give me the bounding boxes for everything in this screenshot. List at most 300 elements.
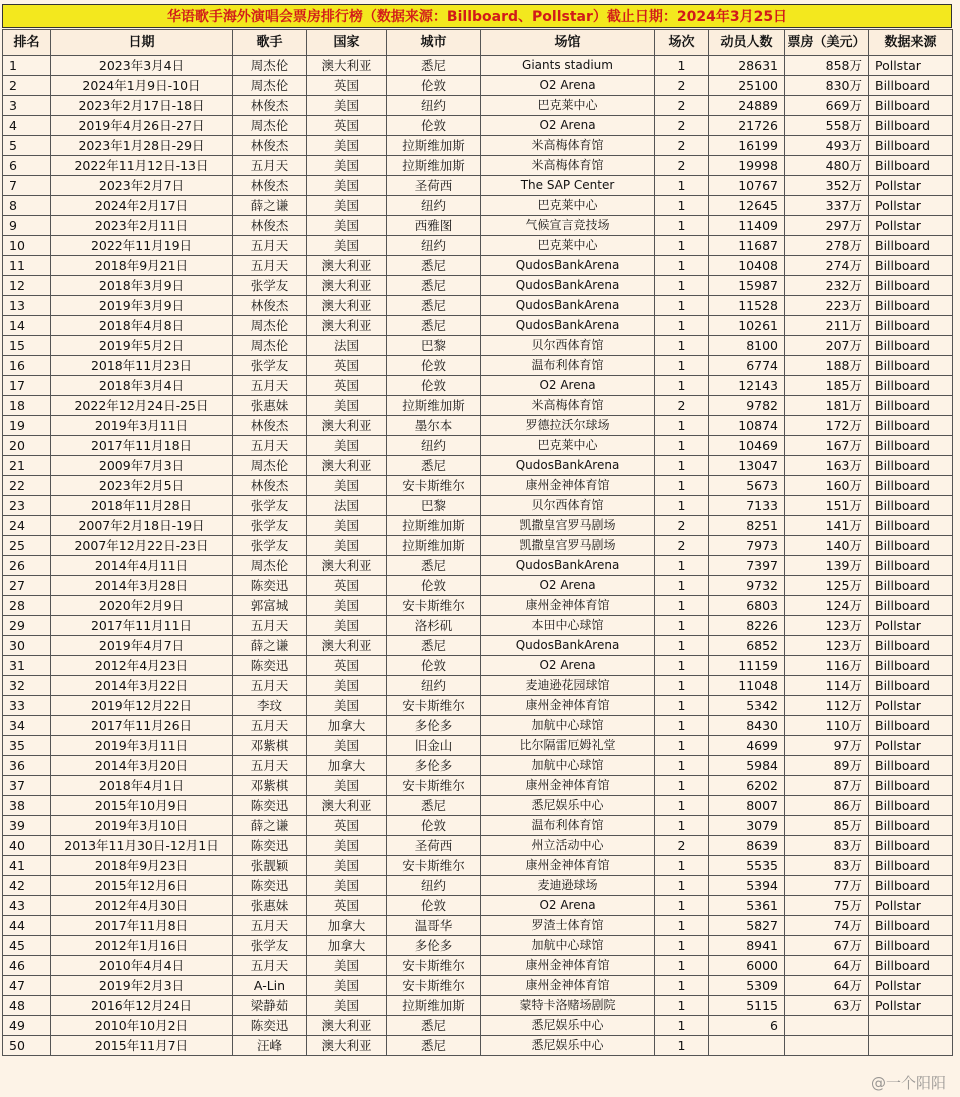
attendance-cell: 11409 [709, 216, 785, 236]
country-cell: 加拿大 [307, 716, 387, 736]
table-title: 华语歌手海外演唱会票房排行榜（数据来源：Billboard、Pollstar）截止日期：2024年3月25日 [2, 4, 952, 28]
rank-cell: 24 [3, 516, 51, 536]
venue-cell: 温布利体育馆 [481, 356, 655, 376]
attendance-cell: 13047 [709, 456, 785, 476]
gross-cell: 188万 [785, 356, 869, 376]
shows-cell: 1 [655, 436, 709, 456]
table-row [3, 916, 953, 936]
table-row [3, 276, 953, 296]
singer-cell: 周杰伦 [233, 336, 307, 356]
attendance-cell: 24889 [709, 96, 785, 116]
city-cell: 悉尼 [387, 636, 481, 656]
venue-cell: 麦迪逊花园球馆 [481, 676, 655, 696]
country-cell: 英国 [307, 76, 387, 96]
table-row [3, 976, 953, 996]
venue-cell: 米高梅体育馆 [481, 136, 655, 156]
table-row [3, 516, 953, 536]
source-cell: Billboard [869, 656, 953, 676]
singer-cell: 陈奕迅 [233, 836, 307, 856]
gross-cell: 85万 [785, 816, 869, 836]
city-cell: 墨尔本 [387, 416, 481, 436]
source-cell: Billboard [869, 376, 953, 396]
attendance-cell: 10767 [709, 176, 785, 196]
country-cell: 澳大利亚 [307, 796, 387, 816]
singer-cell: 五月天 [233, 236, 307, 256]
venue-cell: 巴克莱中心 [481, 96, 655, 116]
singer-cell: 周杰伦 [233, 76, 307, 96]
source-cell: Billboard [869, 416, 953, 436]
attendance-cell: 6 [709, 1016, 785, 1036]
attendance-cell: 12143 [709, 376, 785, 396]
header-gross: 票房（美元） [785, 30, 869, 56]
venue-cell: O2 Arena [481, 116, 655, 136]
gross-cell: 493万 [785, 136, 869, 156]
rank-cell: 26 [3, 556, 51, 576]
attendance-cell: 16199 [709, 136, 785, 156]
city-cell: 巴黎 [387, 336, 481, 356]
shows-cell: 1 [655, 996, 709, 1016]
singer-cell: 五月天 [233, 916, 307, 936]
date-cell: 2024年1月9日-10日 [51, 76, 233, 96]
date-cell: 2019年12月22日 [51, 696, 233, 716]
source-cell: Billboard [869, 316, 953, 336]
source-cell: Billboard [869, 116, 953, 136]
shows-cell: 2 [655, 156, 709, 176]
city-cell: 安卡斯维尔 [387, 856, 481, 876]
city-cell: 悉尼 [387, 296, 481, 316]
attendance-cell: 5394 [709, 876, 785, 896]
date-cell: 2023年2月7日 [51, 176, 233, 196]
table-row [3, 556, 953, 576]
gross-cell: 297万 [785, 216, 869, 236]
city-cell: 悉尼 [387, 276, 481, 296]
attendance-cell: 11159 [709, 656, 785, 676]
source-cell: Billboard [869, 296, 953, 316]
singer-cell: 五月天 [233, 376, 307, 396]
country-cell: 加拿大 [307, 756, 387, 776]
rank-cell: 1 [3, 56, 51, 76]
country-cell: 美国 [307, 696, 387, 716]
city-cell: 洛杉矶 [387, 616, 481, 636]
gross-cell: 232万 [785, 276, 869, 296]
date-cell: 2013年11月30日-12月1日 [51, 836, 233, 856]
rank-cell: 12 [3, 276, 51, 296]
date-cell: 2023年3月4日 [51, 56, 233, 76]
country-cell: 法国 [307, 496, 387, 516]
table-row [3, 616, 953, 636]
date-cell: 2016年12月24日 [51, 996, 233, 1016]
shows-cell: 1 [655, 276, 709, 296]
gross-cell: 123万 [785, 616, 869, 636]
venue-cell: 米高梅体育馆 [481, 396, 655, 416]
gross-cell: 123万 [785, 636, 869, 656]
date-cell: 2023年2月5日 [51, 476, 233, 496]
city-cell: 安卡斯维尔 [387, 776, 481, 796]
source-cell: Pollstar [869, 616, 953, 636]
shows-cell: 1 [655, 676, 709, 696]
venue-cell: 贝尔西体育馆 [481, 336, 655, 356]
rank-cell: 28 [3, 596, 51, 616]
singer-cell: 邓紫棋 [233, 736, 307, 756]
gross-cell: 112万 [785, 696, 869, 716]
shows-cell: 1 [655, 556, 709, 576]
rank-cell: 49 [3, 1016, 51, 1036]
rank-cell: 40 [3, 836, 51, 856]
table-row [3, 956, 953, 976]
attendance-cell: 7397 [709, 556, 785, 576]
source-cell: Billboard [869, 556, 953, 576]
table-row [3, 816, 953, 836]
attendance-cell: 5115 [709, 996, 785, 1016]
rank-cell: 44 [3, 916, 51, 936]
date-cell: 2019年4月7日 [51, 636, 233, 656]
city-cell: 伦敦 [387, 116, 481, 136]
gross-cell: 114万 [785, 676, 869, 696]
shows-cell: 1 [655, 196, 709, 216]
source-cell: Billboard [869, 676, 953, 696]
date-cell: 2014年3月28日 [51, 576, 233, 596]
rank-cell: 34 [3, 716, 51, 736]
source-cell: Billboard [869, 496, 953, 516]
city-cell: 拉斯维加斯 [387, 536, 481, 556]
shows-cell: 1 [655, 896, 709, 916]
date-cell: 2023年2月17日-18日 [51, 96, 233, 116]
singer-cell: 郭富城 [233, 596, 307, 616]
shows-cell: 1 [655, 176, 709, 196]
city-cell: 纽约 [387, 236, 481, 256]
source-cell: Billboard [869, 456, 953, 476]
date-cell: 2014年3月20日 [51, 756, 233, 776]
country-cell: 澳大利亚 [307, 1016, 387, 1036]
city-cell: 多伦多 [387, 936, 481, 956]
shows-cell: 1 [655, 336, 709, 356]
gross-cell: 87万 [785, 776, 869, 796]
country-cell: 英国 [307, 116, 387, 136]
ranking-table [2, 29, 953, 1056]
rank-cell: 3 [3, 96, 51, 116]
singer-cell: 张学友 [233, 356, 307, 376]
venue-cell: QudosBankArena [481, 276, 655, 296]
city-cell: 悉尼 [387, 316, 481, 336]
rank-cell: 38 [3, 796, 51, 816]
shows-cell: 1 [655, 816, 709, 836]
table-row [3, 136, 953, 156]
singer-cell: 林俊杰 [233, 216, 307, 236]
venue-cell: Giants stadium [481, 56, 655, 76]
attendance-cell: 6852 [709, 636, 785, 656]
venue-cell: 巴克莱中心 [481, 236, 655, 256]
date-cell: 2023年1月28日-29日 [51, 136, 233, 156]
table-row [3, 656, 953, 676]
table-row [3, 496, 953, 516]
rank-cell: 27 [3, 576, 51, 596]
country-cell: 美国 [307, 176, 387, 196]
gross-cell: 211万 [785, 316, 869, 336]
city-cell: 纽约 [387, 676, 481, 696]
attendance-cell: 5535 [709, 856, 785, 876]
singer-cell: 五月天 [233, 756, 307, 776]
rank-cell: 33 [3, 696, 51, 716]
country-cell: 美国 [307, 956, 387, 976]
gross-cell: 110万 [785, 716, 869, 736]
city-cell: 纽约 [387, 196, 481, 216]
attendance-cell: 10469 [709, 436, 785, 456]
table-row [3, 176, 953, 196]
header-row [3, 30, 953, 56]
venue-cell: 比尔隔雷厄姆礼堂 [481, 736, 655, 756]
venue-cell: 加航中心球馆 [481, 936, 655, 956]
table-row [3, 756, 953, 776]
source-cell: Billboard [869, 716, 953, 736]
singer-cell: 张学友 [233, 276, 307, 296]
country-cell: 加拿大 [307, 936, 387, 956]
city-cell: 安卡斯维尔 [387, 976, 481, 996]
source-cell: Pollstar [869, 736, 953, 756]
venue-cell: The SAP Center [481, 176, 655, 196]
gross-cell: 223万 [785, 296, 869, 316]
venue-cell: 悉尼娱乐中心 [481, 796, 655, 816]
rank-cell: 41 [3, 856, 51, 876]
shows-cell: 2 [655, 96, 709, 116]
table-row [3, 196, 953, 216]
watermark: @一个阳阳 [870, 1074, 946, 1092]
date-cell: 2007年12月22日-23日 [51, 536, 233, 556]
city-cell: 西雅图 [387, 216, 481, 236]
country-cell: 澳大利亚 [307, 556, 387, 576]
city-cell: 巴黎 [387, 496, 481, 516]
source-cell: Billboard [869, 956, 953, 976]
table-row [3, 396, 953, 416]
rank-cell: 2 [3, 76, 51, 96]
city-cell: 伦敦 [387, 896, 481, 916]
singer-cell: 张靓颖 [233, 856, 307, 876]
header-source: 数据来源 [869, 30, 953, 56]
city-cell: 安卡斯维尔 [387, 476, 481, 496]
rank-cell: 7 [3, 176, 51, 196]
table-row [3, 456, 953, 476]
shows-cell: 1 [655, 736, 709, 756]
city-cell: 纽约 [387, 876, 481, 896]
country-cell: 澳大利亚 [307, 256, 387, 276]
rank-cell: 43 [3, 896, 51, 916]
singer-cell: 薛之谦 [233, 816, 307, 836]
attendance-cell: 11528 [709, 296, 785, 316]
date-cell: 2022年11月19日 [51, 236, 233, 256]
table-row [3, 56, 953, 76]
attendance-cell: 11687 [709, 236, 785, 256]
city-cell: 旧金山 [387, 736, 481, 756]
shows-cell: 2 [655, 136, 709, 156]
singer-cell: 五月天 [233, 716, 307, 736]
gross-cell: 207万 [785, 336, 869, 356]
country-cell: 澳大利亚 [307, 276, 387, 296]
attendance-cell: 9782 [709, 396, 785, 416]
attendance-cell: 6803 [709, 596, 785, 616]
attendance-cell: 8007 [709, 796, 785, 816]
city-cell: 安卡斯维尔 [387, 696, 481, 716]
shows-cell: 1 [655, 456, 709, 476]
rank-cell: 17 [3, 376, 51, 396]
gross-cell: 181万 [785, 396, 869, 416]
attendance-cell: 10261 [709, 316, 785, 336]
attendance-cell: 8251 [709, 516, 785, 536]
attendance-cell: 8430 [709, 716, 785, 736]
country-cell: 英国 [307, 376, 387, 396]
source-cell: Billboard [869, 276, 953, 296]
city-cell: 悉尼 [387, 256, 481, 276]
singer-cell: 林俊杰 [233, 296, 307, 316]
rank-cell: 5 [3, 136, 51, 156]
source-cell: Billboard [869, 796, 953, 816]
header-date: 日期 [51, 30, 233, 56]
attendance-cell: 9732 [709, 576, 785, 596]
source-cell [869, 1016, 953, 1036]
table-row [3, 216, 953, 236]
source-cell: Billboard [869, 156, 953, 176]
header-venue: 场馆 [481, 30, 655, 56]
country-cell: 美国 [307, 196, 387, 216]
rank-cell: 31 [3, 656, 51, 676]
table-row [3, 1016, 953, 1036]
table-row [3, 156, 953, 176]
shows-cell: 2 [655, 536, 709, 556]
country-cell: 美国 [307, 476, 387, 496]
gross-cell: 125万 [785, 576, 869, 596]
singer-cell: 陈奕迅 [233, 576, 307, 596]
singer-cell: A-Lin [233, 976, 307, 996]
table-row [3, 716, 953, 736]
city-cell: 悉尼 [387, 1036, 481, 1056]
table-row [3, 356, 953, 376]
gross-cell [785, 1016, 869, 1036]
table-row [3, 336, 953, 356]
rank-cell: 15 [3, 336, 51, 356]
source-cell: Pollstar [869, 56, 953, 76]
source-cell: Billboard [869, 476, 953, 496]
rank-cell: 11 [3, 256, 51, 276]
singer-cell: 五月天 [233, 956, 307, 976]
venue-cell: 温布利体育馆 [481, 816, 655, 836]
country-cell: 加拿大 [307, 916, 387, 936]
gross-cell: 67万 [785, 936, 869, 956]
city-cell: 拉斯维加斯 [387, 136, 481, 156]
date-cell: 2018年3月9日 [51, 276, 233, 296]
country-cell: 美国 [307, 876, 387, 896]
venue-cell: 悉尼娱乐中心 [481, 1036, 655, 1056]
shows-cell: 1 [655, 356, 709, 376]
venue-cell: 康州金神体育馆 [481, 476, 655, 496]
gross-cell: 139万 [785, 556, 869, 576]
date-cell: 2015年10月9日 [51, 796, 233, 816]
city-cell: 悉尼 [387, 456, 481, 476]
table-row [3, 936, 953, 956]
country-cell: 澳大利亚 [307, 456, 387, 476]
source-cell: Billboard [869, 436, 953, 456]
singer-cell: 张学友 [233, 536, 307, 556]
shows-cell: 1 [655, 1016, 709, 1036]
singer-cell: 五月天 [233, 436, 307, 456]
country-cell: 澳大利亚 [307, 56, 387, 76]
gross-cell: 141万 [785, 516, 869, 536]
date-cell: 2018年3月4日 [51, 376, 233, 396]
shows-cell: 2 [655, 76, 709, 96]
singer-cell: 周杰伦 [233, 56, 307, 76]
shows-cell: 1 [655, 296, 709, 316]
city-cell: 圣荷西 [387, 176, 481, 196]
source-cell: Billboard [869, 876, 953, 896]
gross-cell: 74万 [785, 916, 869, 936]
source-cell: Billboard [869, 836, 953, 856]
source-cell: Pollstar [869, 196, 953, 216]
table-row [3, 536, 953, 556]
city-cell: 伦敦 [387, 656, 481, 676]
venue-cell: O2 Arena [481, 376, 655, 396]
singer-cell: 周杰伦 [233, 316, 307, 336]
venue-cell: 米高梅体育馆 [481, 156, 655, 176]
singer-cell: 陈奕迅 [233, 876, 307, 896]
attendance-cell: 3079 [709, 816, 785, 836]
venue-cell: 贝尔西体育馆 [481, 496, 655, 516]
rank-cell: 14 [3, 316, 51, 336]
rank-cell: 39 [3, 816, 51, 836]
singer-cell: 邓紫棋 [233, 776, 307, 796]
date-cell: 2022年12月24日-25日 [51, 396, 233, 416]
city-cell: 伦敦 [387, 576, 481, 596]
date-cell: 2012年4月30日 [51, 896, 233, 916]
shows-cell: 1 [655, 316, 709, 336]
shows-cell: 2 [655, 116, 709, 136]
date-cell: 2017年11月11日 [51, 616, 233, 636]
city-cell: 伦敦 [387, 76, 481, 96]
venue-cell: 气候宣言竞技场 [481, 216, 655, 236]
date-cell: 2020年2月9日 [51, 596, 233, 616]
city-cell: 悉尼 [387, 556, 481, 576]
gross-cell: 124万 [785, 596, 869, 616]
gross-cell: 167万 [785, 436, 869, 456]
table-row [3, 736, 953, 756]
city-cell: 拉斯维加斯 [387, 996, 481, 1016]
source-cell: Billboard [869, 756, 953, 776]
date-cell: 2018年9月21日 [51, 256, 233, 276]
country-cell: 美国 [307, 676, 387, 696]
country-cell: 美国 [307, 136, 387, 156]
source-cell: Pollstar [869, 896, 953, 916]
table-body [3, 56, 953, 1056]
venue-cell: 康州金神体育馆 [481, 956, 655, 976]
source-cell: Billboard [869, 936, 953, 956]
attendance-cell: 5309 [709, 976, 785, 996]
venue-cell: QudosBankArena [481, 456, 655, 476]
attendance-cell: 15987 [709, 276, 785, 296]
country-cell: 美国 [307, 856, 387, 876]
singer-cell: 张学友 [233, 516, 307, 536]
gross-cell: 64万 [785, 956, 869, 976]
country-cell: 英国 [307, 576, 387, 596]
rank-cell: 21 [3, 456, 51, 476]
rank-cell: 10 [3, 236, 51, 256]
venue-cell: 加航中心球馆 [481, 716, 655, 736]
date-cell: 2018年9月23日 [51, 856, 233, 876]
city-cell: 纽约 [387, 96, 481, 116]
table-row [3, 776, 953, 796]
gross-cell: 75万 [785, 896, 869, 916]
shows-cell: 1 [655, 576, 709, 596]
table-row [3, 856, 953, 876]
country-cell: 英国 [307, 896, 387, 916]
table-row [3, 996, 953, 1016]
shows-cell: 2 [655, 836, 709, 856]
attendance-cell: 7133 [709, 496, 785, 516]
